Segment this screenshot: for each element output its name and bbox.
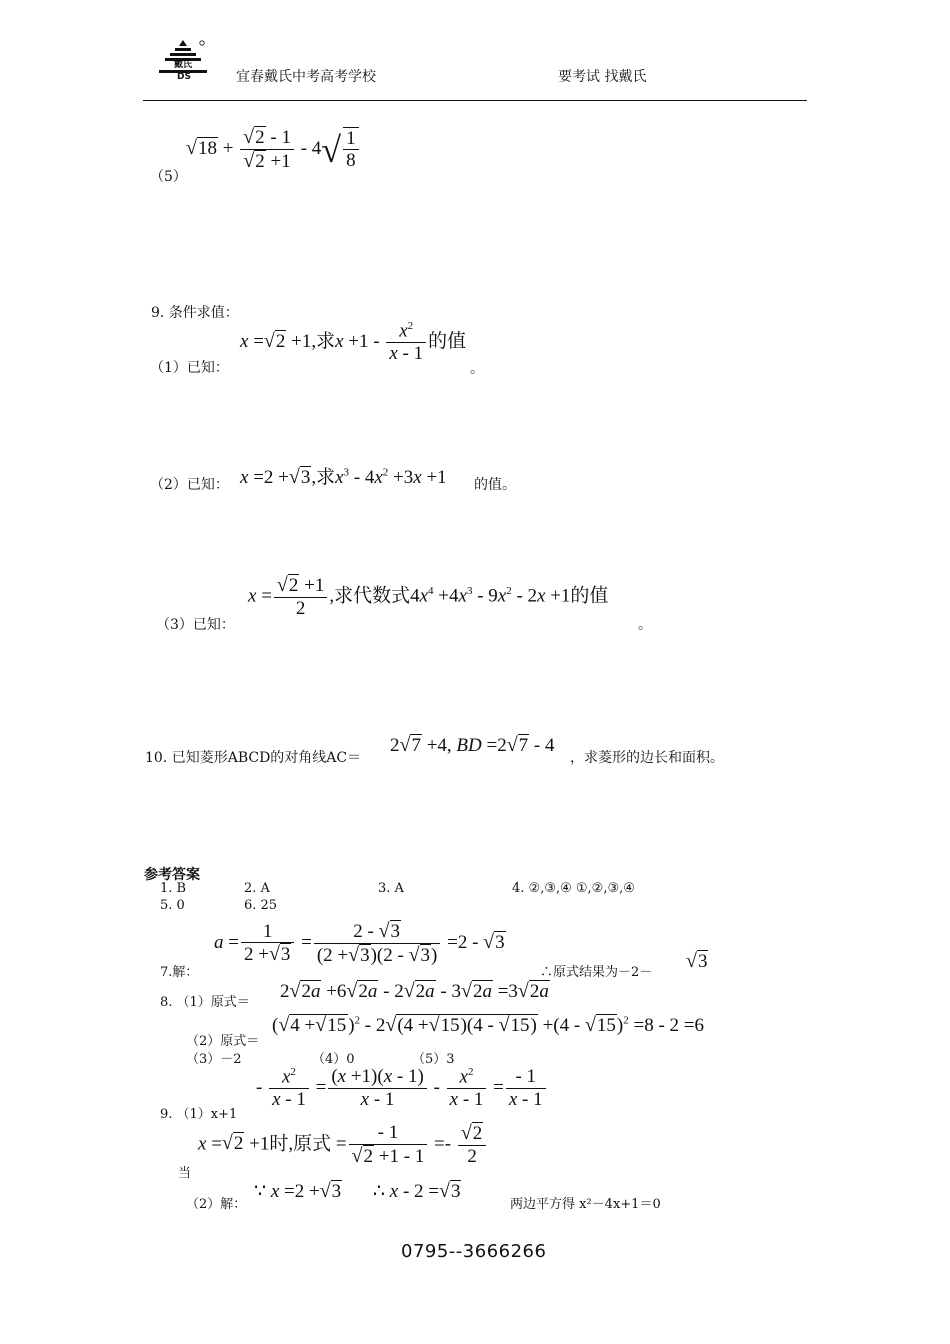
q9-2-end: 的值。 <box>474 477 516 493</box>
footer-phone: 0795--3666266 <box>401 1241 547 1262</box>
q9-3-label: （3）已知： <box>156 617 235 633</box>
answer-7-root: √3 <box>686 950 708 972</box>
answer-4: 4. ②,③,④ ①,②,③,④ <box>512 881 635 896</box>
q9-1-expression: x =√2 +1,求x +1 - $\frac{x^2}{x - 1}$ 的值 <box>240 320 467 365</box>
answer-8-3: （3）－2 <box>186 1052 242 1067</box>
answer-3: 3. A <box>378 881 404 896</box>
school-logo <box>157 38 209 84</box>
answer-9-2-expression: ∵ x =2 +√3 ∴ x - 2 =√3 <box>254 1180 461 1202</box>
logo-text: 戴氏 <box>174 60 193 70</box>
q8-5-label: （5） <box>150 169 187 185</box>
answer-9-when-expression: x =√2 +1时,原式 = $\frac{- 1}{√2 +1 - 1}$ =- $\frac{√2}{2}$ <box>198 1122 488 1168</box>
q9-1-end: 。 <box>470 361 484 377</box>
q10-expression: 2√7 +4, BD =2√7 - 4 <box>390 734 555 756</box>
q10-suffix: ，求菱形的边长和面积。 <box>570 750 724 766</box>
answer-8-5: （5）3 <box>412 1052 455 1067</box>
answer-8-1-expression: 2√2a +6√2a - 2√2a - 3√2a =3√2a <box>280 980 549 1002</box>
answer-9-2-tail: 两边平方得 x²－4x+1＝0 <box>510 1197 661 1212</box>
answer-6: 6. 25 <box>244 898 278 913</box>
answer-8-4: （4）0 <box>312 1052 355 1067</box>
answer-7-expression: a = $\frac{1}{2 +√3}$ = $\frac{2 - √3}{(2 +√3)(2 - √3)}$ =2 - √3 <box>214 920 505 966</box>
school-name: 宜春戴氏中考高考学校 <box>236 69 376 85</box>
answer-9-1-label: 9. （1）x+1 <box>160 1107 238 1122</box>
q9-2-expression: x =2 +√3,求$x^3 - 4x^2 +3x +1$ <box>240 466 447 488</box>
header-rule <box>143 100 807 101</box>
answer-8-2-expression: (√4 +√15 )$^2$ - 2√(4 +√15)(4 - √15) +(4 - √15)$^2$ =8 - 2 =6 <box>272 1014 704 1036</box>
answer-7-label: 7.解： <box>160 965 199 980</box>
answer-1: 1. B <box>160 881 187 896</box>
q10-prefix: 10. 已知菱形ABCD的对角线AC＝ <box>145 750 362 766</box>
slogan: 要考试 找戴氏 <box>558 69 647 85</box>
answer-8-2-label: （2）原式＝ <box>186 1034 260 1049</box>
answer-9-1-expression: - $\frac{x^2}{x - 1}$ = $\frac{(x +1)(x - 1)}{x - 1}$ - $\frac{x^2}{x - 1}$ = $\frac{- 1}{x - 1}$ <box>256 1066 548 1111</box>
answer-7-result: ∴原式结果为－2－ <box>540 965 653 980</box>
q9-3-end: 。 <box>638 617 652 633</box>
answer-5: 5. 0 <box>160 898 185 913</box>
answer-9-2-label: （2）解： <box>186 1197 247 1212</box>
q9-2-label: （2）已知： <box>150 477 229 493</box>
q8-5-expression: √18 + $\frac{√2 - 1}{√2 +1}$ - 4√ $\frac{1}{8}$ <box>186 126 361 173</box>
q9-title: 9. 条件求值： <box>151 305 239 321</box>
answer-8-1-label: 8. （1）原式＝ <box>160 995 250 1010</box>
answers-heading: 参考答案 <box>144 867 200 883</box>
answer-9-when-label: 当 <box>178 1166 192 1181</box>
answer-2: 2. A <box>244 881 270 896</box>
logo-sub: DS <box>177 72 191 82</box>
q9-3-expression: x = $\frac{√2 +1}{2}$ ,求代数式$4x^4 +4x^3 - 9x^2 - 2x +1$的值 <box>248 574 609 619</box>
q9-1-label: （1）已知： <box>150 360 229 376</box>
